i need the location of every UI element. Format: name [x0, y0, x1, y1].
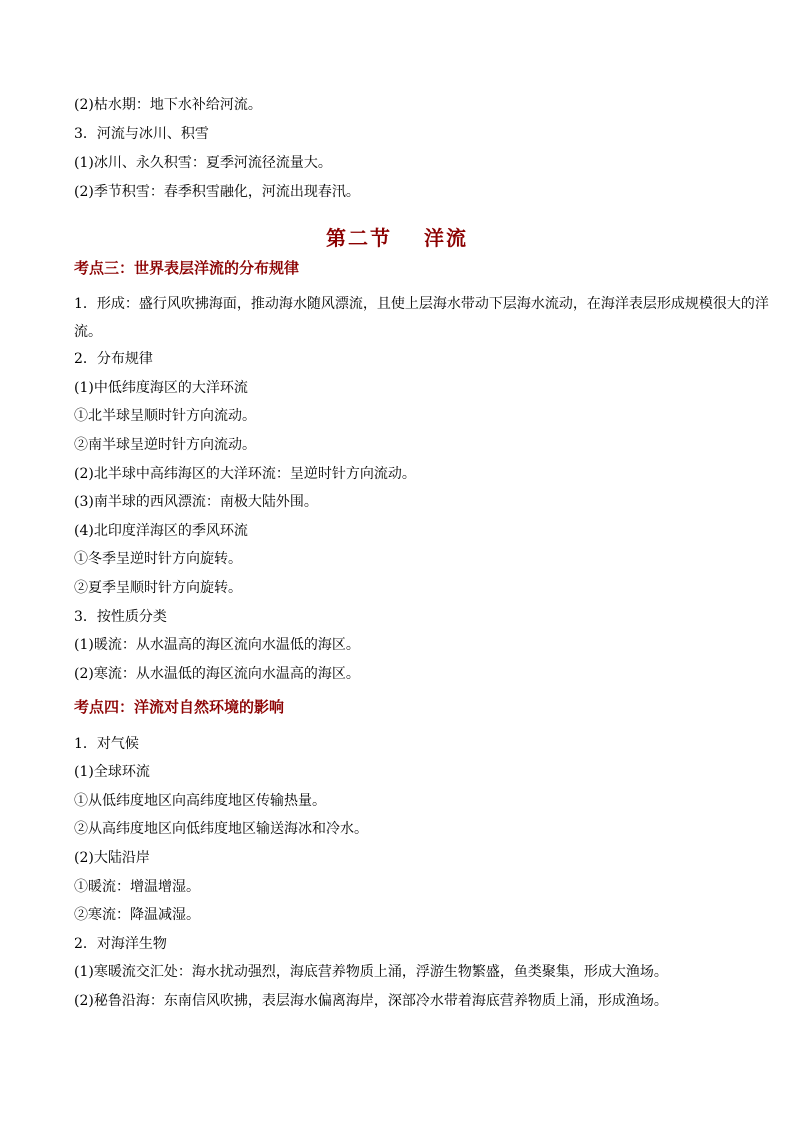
- kaodian-4-heading: 考点四：洋流对自然环境的影响: [74, 698, 285, 716]
- text-line: ②从高纬度地区向低纬度地区输送海冰和冷水。: [74, 821, 368, 837]
- text-line: (2)秘鲁沿海：东南信风吹拂，表层海水偏离海岸，深部冷水带着海底营养物质上涌，形成渔场。: [74, 993, 668, 1009]
- text-line: ①暖流：增温增湿。: [74, 879, 200, 895]
- text-line: 2．分布规律: [74, 351, 153, 367]
- text-line: ②夏季呈顺时针方向旋转。: [74, 580, 242, 596]
- text-line: (1)中低纬度海区的大洋环流: [74, 380, 248, 396]
- paragraph-formation: 1．形成：盛行风吹拂海面，推动海水随风漂流，且使上层海水带动下层海水流动，在海洋表层形成规模很大的洋流。: [74, 296, 769, 340]
- text-line: 3．河流与冰川、积雪: [74, 126, 209, 142]
- text-line: (2)季节积雪：春季积雪融化，河流出现春汛。: [74, 184, 360, 200]
- text-line: (2)大陆沿岸: [74, 850, 150, 866]
- text-line: (2)北半球中高纬海区的大洋环流：呈逆时针方向流动。: [74, 466, 416, 482]
- text-line: ②寒流：降温减湿。: [74, 907, 200, 923]
- text-line: (1)全球环流: [74, 764, 150, 780]
- section-number: 第二节: [326, 226, 392, 250]
- text-line: 1．对气候: [74, 736, 139, 752]
- text-line: (1)寒暖流交汇处：海水扰动强烈，海底营养物质上涌，浮游生物繁盛，鱼类聚集，形成大渔场。: [74, 964, 668, 980]
- section-title: [0, 222, 794, 251]
- text-line: ②南半球呈逆时针方向流动。: [74, 437, 256, 453]
- text-line: ①冬季呈逆时针方向旋转。: [74, 551, 242, 567]
- kaodian-3-heading: 考点三：世界表层洋流的分布规律: [74, 259, 300, 277]
- text-line: 2．对海洋生物: [74, 936, 167, 952]
- text-line: (4)北印度洋海区的季风环流: [74, 523, 248, 539]
- text-line: (2)枯水期：地下水补给河流。: [74, 97, 262, 113]
- text-line: (2)寒流：从水温低的海区流向水温高的海区。: [74, 666, 360, 682]
- text-line: ①北半球呈顺时针方向流动。: [74, 408, 256, 424]
- section-name: 洋流: [424, 226, 468, 250]
- text-line: ①从低纬度地区向高纬度地区传输热量。: [74, 793, 326, 809]
- text-line: (3)南半球的西风漂流：南极大陆外围。: [74, 494, 318, 510]
- text-line: (1)冰川、永久积雪：夏季河流径流量大。: [74, 155, 332, 171]
- text-line: 3．按性质分类: [74, 609, 167, 625]
- text-line: (1)暖流：从水温高的海区流向水温低的海区。: [74, 637, 360, 653]
